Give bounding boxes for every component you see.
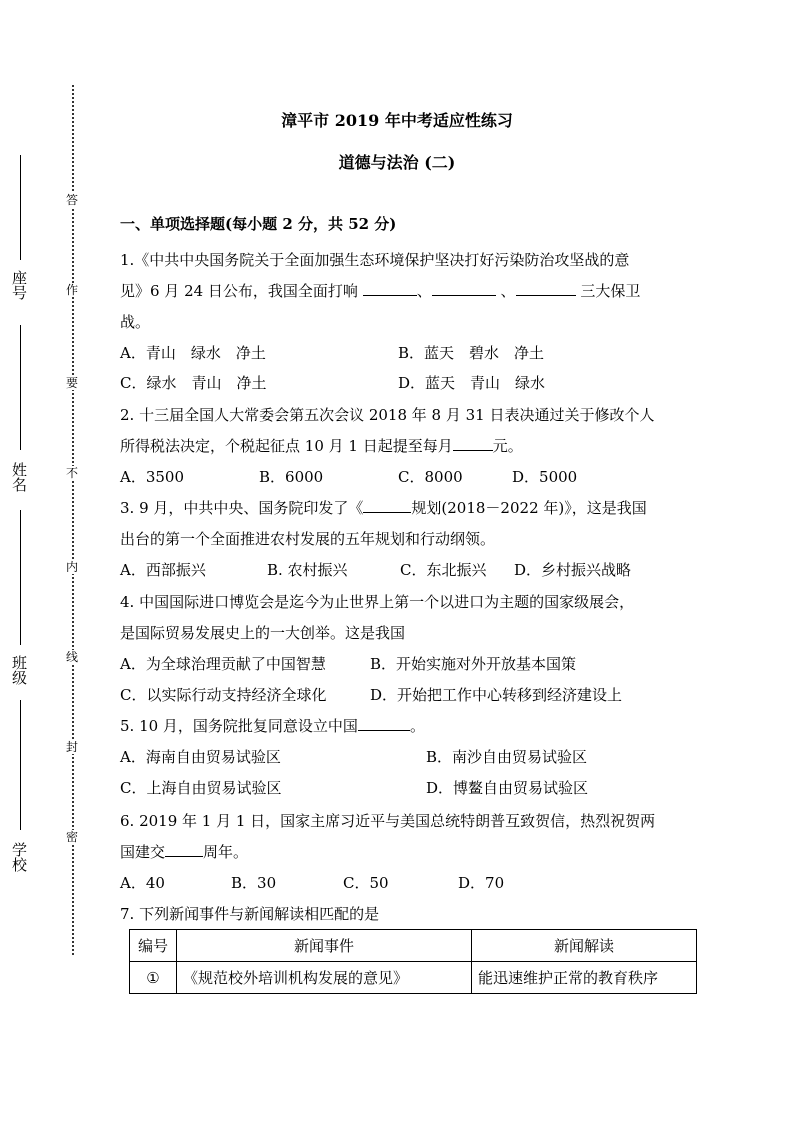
seal-dotted-line	[72, 85, 74, 955]
answer-blank	[363, 498, 411, 513]
table-cell: 《规范校外培训机构发展的意见》	[177, 962, 472, 994]
seal-char: 作	[65, 283, 78, 297]
class-line	[20, 510, 21, 645]
column-header: 新闻解读	[472, 930, 697, 962]
seal-char: 密	[65, 830, 78, 844]
exam-subtitle: 道德与法治 (二)	[338, 153, 456, 172]
question-3-line-2: 出台的第一个全面推进农村发展的五年规划和行动纲领。	[120, 530, 496, 548]
answer-blank	[516, 281, 576, 296]
school-line	[20, 700, 21, 830]
answer-blank	[453, 436, 493, 451]
option-a: A．西部振兴	[120, 561, 206, 579]
name-label: 姓名	[10, 462, 28, 492]
option-a: A．3500	[120, 468, 185, 486]
option-a: A．海南自由贸易试验区	[120, 748, 281, 766]
table-row	[130, 962, 697, 994]
answer-blank	[432, 281, 496, 296]
option-a: A．40	[120, 874, 165, 892]
option-b: B．6000	[259, 468, 324, 486]
answer-blank	[165, 842, 203, 857]
option-c: C．50	[343, 874, 389, 892]
option-b: B. 农村振兴	[267, 561, 348, 579]
option-d: D．开始把工作中心转移到经济建设上	[370, 686, 623, 704]
seal-char: 线	[65, 650, 78, 664]
question-3-line-1: 3. 9 月，中共中央、国务院印发了《 规划(2018－2022 年)》，这是我国	[120, 499, 647, 517]
option-c: C．东北振兴	[400, 561, 487, 579]
question-4-line-1: 4. 中国国际进口博览会是迄今为止世界上第一个以进口为主题的国家级展会，	[120, 593, 635, 611]
question-5-line-1: 5. 10 月，国务院批复同意设立中国 。	[120, 717, 425, 735]
seat-number-label: 座号	[10, 270, 28, 300]
table-cell: ①	[130, 962, 177, 994]
option-d: D．5000	[512, 468, 578, 486]
question-2-line-1: 2. 十三届全国人大常委会第五次会议 2018 年 8 月 31 日表决通过关于修改个人	[120, 406, 655, 424]
news-table	[129, 929, 697, 994]
question-2-line-2: 所得税法决定，个税起征点 10 月 1 日起提至每月 元。	[120, 437, 523, 455]
option-c: C．以实际行动支持经济全球化	[120, 686, 327, 704]
name-line	[20, 325, 21, 450]
question-6-line-1: 6. 2019 年 1 月 1 日，国家主席习近平与美国总统特朗普互致贺信，热烈祝贺两	[120, 812, 656, 830]
answer-blank	[363, 281, 417, 296]
question-4-line-2: 是国际贸易发展史上的一大创举。这是我国	[120, 624, 406, 642]
seal-char: 不	[65, 466, 78, 480]
option-a: A．为全球治理贡献了中国智慧	[120, 655, 326, 673]
question-6-line-2: 国建交 周年。	[120, 843, 249, 861]
option-d: D．蓝天 青山 绿水	[398, 374, 546, 392]
option-b: B．南沙自由贸易试验区	[426, 748, 588, 766]
option-d: D．70	[458, 874, 505, 892]
exam-title: 漳平市 2019 年中考适应性练习	[281, 111, 513, 130]
option-c: C．8000	[398, 468, 463, 486]
seal-char: 内	[65, 560, 78, 574]
option-c: C．绿水 青山 净土	[120, 374, 267, 392]
seal-char: 要	[65, 376, 78, 390]
option-b: B．30	[231, 874, 277, 892]
option-b: B．开始实施对外开放基本国策	[370, 655, 577, 673]
table-cell: 能迅速维护正常的教育秩序	[472, 962, 697, 994]
question-1-line-2: 见》6 月 24 日公布，我国全面打响 、 、 三大保卫	[120, 282, 641, 300]
option-d: D．博鳌自由贸易试验区	[426, 779, 589, 797]
table-header-row	[130, 930, 697, 962]
option-b: B．蓝天 碧水 净土	[398, 344, 545, 362]
seal-char: 答	[65, 193, 78, 207]
column-header: 新闻事件	[177, 930, 472, 962]
question-7-line-1: 7. 下列新闻事件与新闻解读相匹配的是	[120, 905, 380, 923]
option-d: D．乡村振兴战略	[514, 561, 632, 579]
option-a: A．青山 绿水 净土	[120, 344, 266, 362]
answer-blank	[358, 716, 410, 731]
column-header: 编号	[130, 930, 177, 962]
seal-char: 封	[65, 740, 78, 754]
question-1-line-1: 1.《中共中央国务院关于全面加强生态环境保护坚决打好污染防治攻坚战的意	[120, 251, 630, 269]
question-1-line-3: 战。	[120, 313, 151, 331]
school-label: 学校	[10, 842, 28, 872]
class-label: 班级	[10, 655, 28, 685]
option-c: C．上海自由贸易试验区	[120, 779, 282, 797]
section-heading: 一、单项选择题(每小题 2 分，共 52 分)	[120, 215, 397, 233]
